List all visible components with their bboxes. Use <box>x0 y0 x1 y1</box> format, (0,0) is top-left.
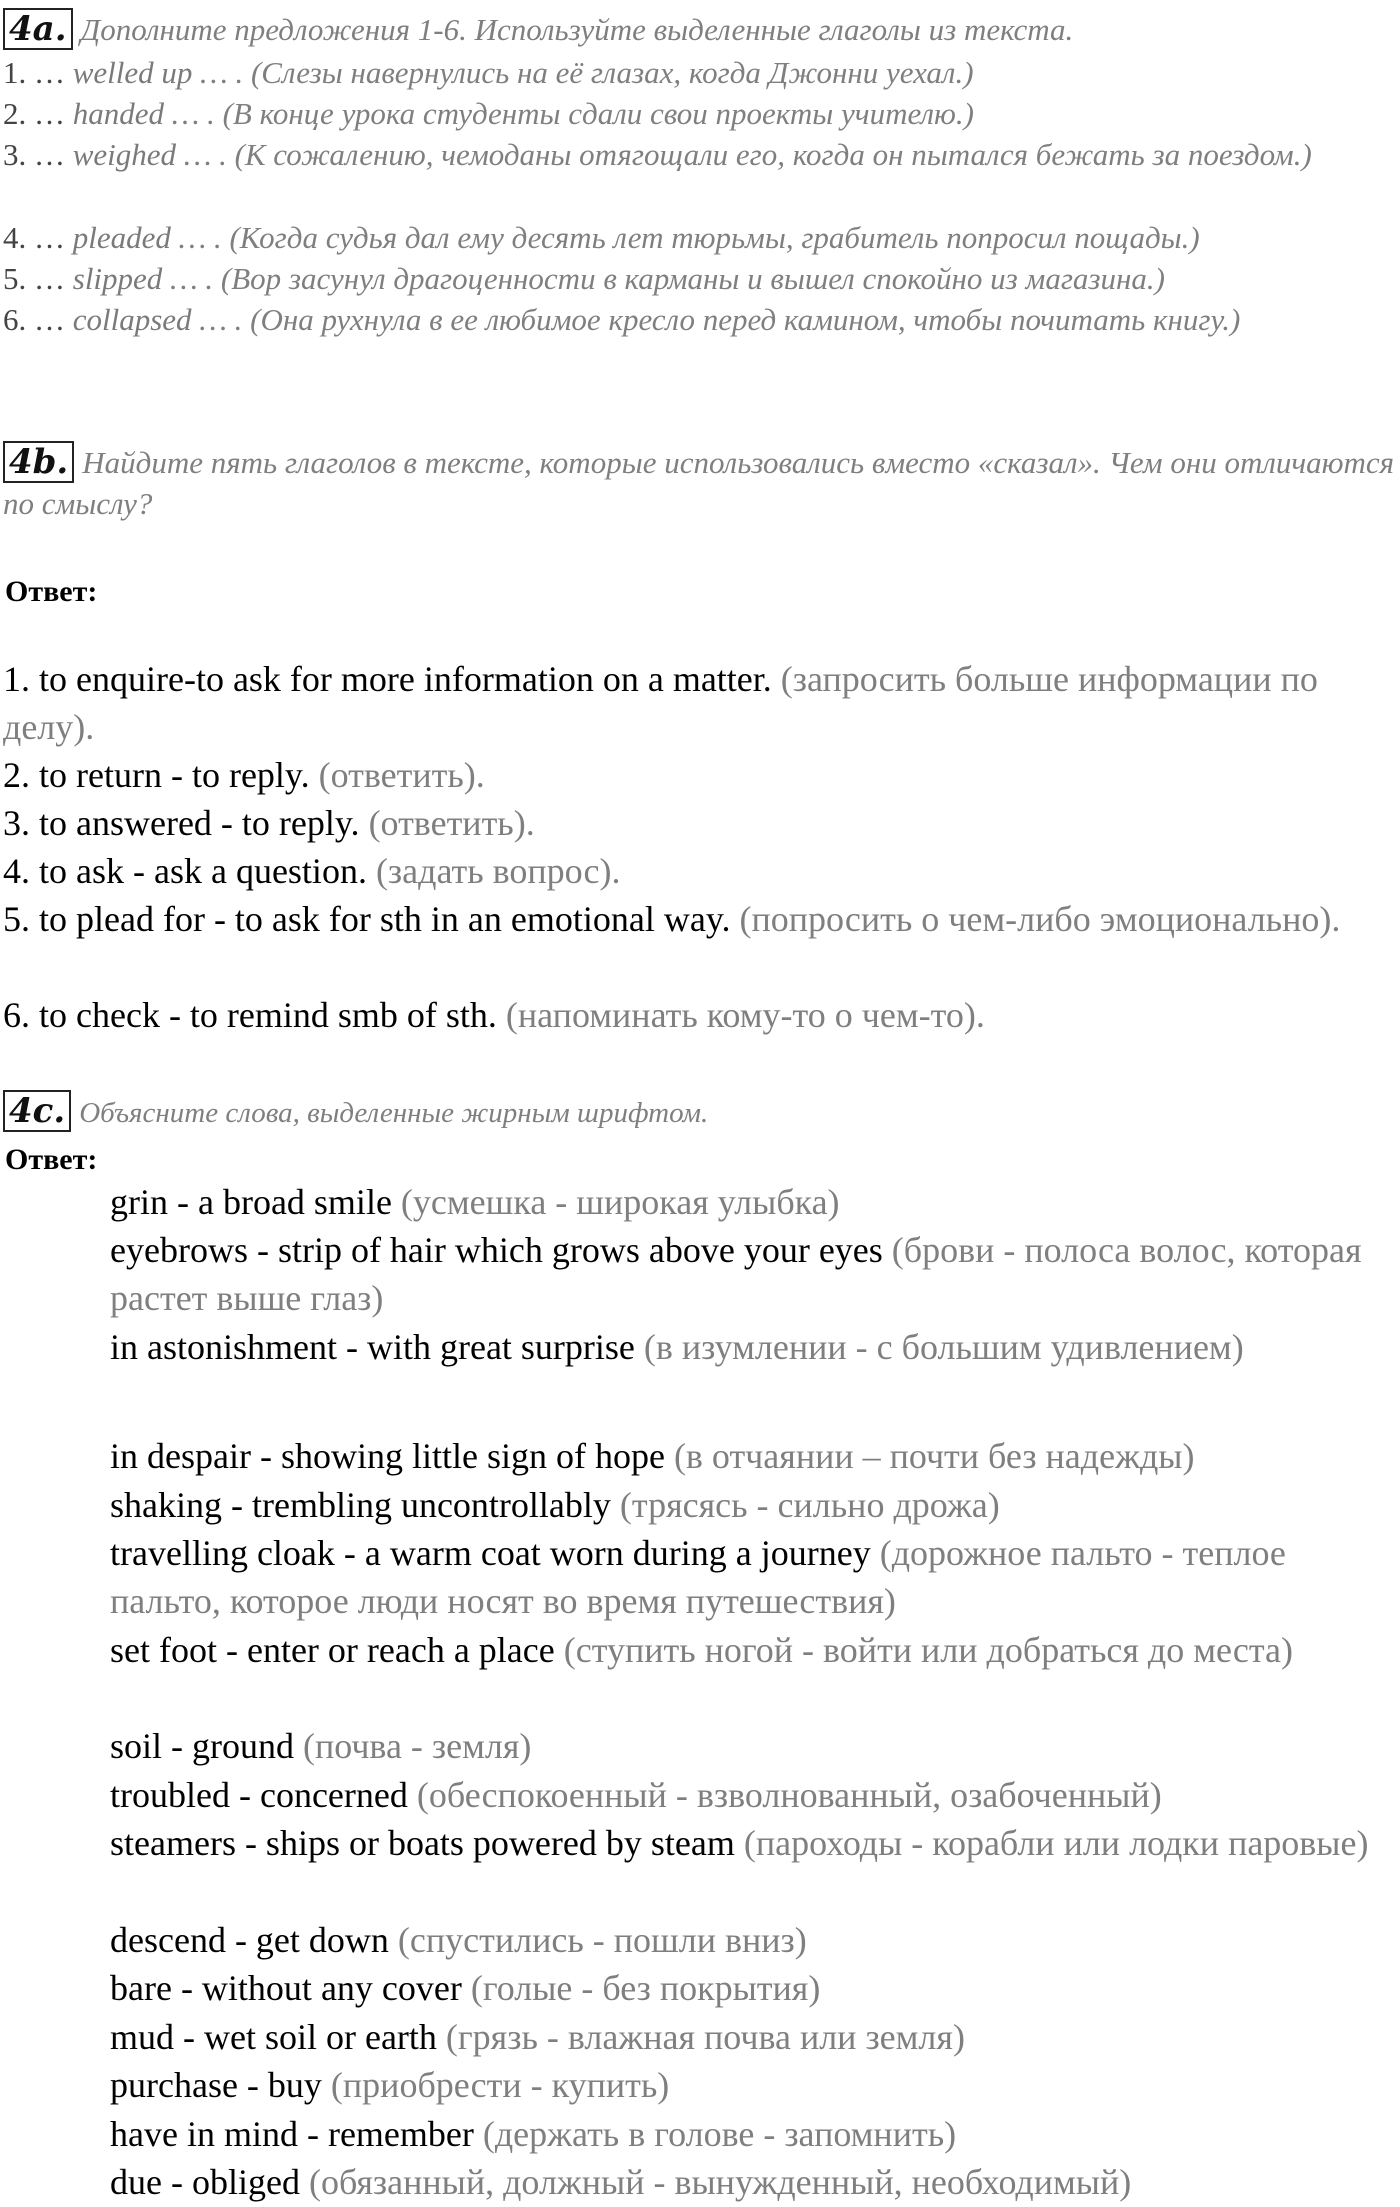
answer-en: 1. to enquire-to ask for more information on a matter. <box>3 659 781 699</box>
glossary-en: due - obliged <box>110 2162 309 2202</box>
task-4c-instruction: Объясните слова, выделенные жирным шрифтом. <box>79 1097 709 1129</box>
task-4a-item <box>3 93 1398 134</box>
task-4a-item <box>3 258 1398 299</box>
glossary-en: have in mind - remember <box>110 2114 483 2154</box>
glossary-item <box>110 1481 1395 1529</box>
glossary-en: set foot - enter or reach a place <box>110 1630 564 1670</box>
answer-label: Ответ: <box>5 1143 98 1176</box>
item-number: 2. … <box>3 96 73 131</box>
answer-item <box>3 655 1393 751</box>
answer-label: Ответ: <box>5 575 98 608</box>
item-verb: slipped <box>72 261 163 296</box>
glossary-item <box>110 1178 1395 1226</box>
item-number: 6. … <box>3 302 73 337</box>
task-4a-item <box>3 134 1398 175</box>
answer-en: 5. to plead for - to ask for sth in an emotional way. <box>3 899 740 939</box>
answer-item <box>3 847 1393 895</box>
glossary-item <box>110 2110 1395 2158</box>
glossary-ru: (дорожное пальто - теплое пальто, которое люди носят во время путешествия) <box>110 1533 1286 1621</box>
task-4a-badge: 4a. <box>3 8 73 50</box>
glossary-item <box>110 1626 1395 1674</box>
item-verb: pleaded <box>72 220 171 255</box>
glossary-ru: (голые - без покрытия) <box>470 1968 821 2008</box>
glossary-en: troubled - concerned <box>110 1775 417 1815</box>
answer-en: 4. to ask - ask a question. <box>3 851 376 891</box>
glossary-ru: (пароходы - корабли или лодки паровые) <box>743 1823 1369 1863</box>
glossary-item <box>110 1226 1395 1322</box>
item-verb: handed <box>72 96 165 131</box>
glossary-item <box>110 1819 1395 1867</box>
glossary-en: descend - get down <box>110 1920 398 1960</box>
item-number: 3. … <box>3 137 73 172</box>
answer-item <box>3 799 1393 847</box>
glossary-item <box>110 2061 1395 2109</box>
glossary-item <box>110 1432 1395 1480</box>
glossary-en: bare - without any cover <box>110 1968 471 2008</box>
item-text: … . (Когда судья дал ему десять лет тюрьмы, грабитель попросил пощады.) <box>170 220 1200 255</box>
glossary-item <box>110 1529 1395 1625</box>
item-verb: welled up <box>72 55 193 90</box>
item-number: 1. … <box>3 55 73 90</box>
glossary-ru: (в изумлении - с большим удивлением) <box>643 1327 1244 1367</box>
glossary-item <box>110 2013 1395 2061</box>
answer-en: 2. to return - to reply. <box>3 755 319 795</box>
task-4b-header <box>3 441 1398 524</box>
item-verb: collapsed <box>72 302 192 337</box>
answer-ru: (запросить больше информации по делу). <box>3 659 1318 747</box>
task-4a-item <box>3 299 1398 340</box>
task-4c-header <box>3 1090 1398 1134</box>
glossary-item <box>110 1722 1395 1770</box>
item-number: 4. … <box>3 220 73 255</box>
task-4a-instruction: Дополните предложения 1-6. Используйте выделенные глаголы из текста. <box>80 12 1074 47</box>
glossary-ru: (почва - земля) <box>303 1726 532 1766</box>
glossary-en: in astonishment - with great surprise <box>110 1327 644 1367</box>
glossary-ru: (обеспокоенный - взволнованный, озабоченный) <box>416 1775 1162 1815</box>
answer-en: 3. to answered - to reply. <box>3 803 369 843</box>
answer-item <box>3 895 1393 943</box>
answer-item <box>3 991 1393 1039</box>
task-4a-item <box>3 217 1398 258</box>
glossary-ru: (приобрести - купить) <box>330 2065 670 2105</box>
glossary-ru: (трясясь - сильно дрожа) <box>619 1485 1000 1525</box>
item-number: 5. … <box>3 261 73 296</box>
glossary-en: purchase - buy <box>110 2065 331 2105</box>
glossary-en: shaking - trembling uncontrollably <box>110 1485 620 1525</box>
glossary-en: soil - ground <box>110 1726 303 1766</box>
glossary-ru: (брови - полоса волос, которая растет выше глаз) <box>110 1230 1362 1318</box>
glossary-en: in despair - showing little sign of hope <box>110 1436 674 1476</box>
answer-ru: (попросить о чем-либо эмоционально). <box>739 899 1341 939</box>
answer-en: 6. to check - to remind smb of sth. <box>3 995 506 1035</box>
glossary-ru: (ступить ногой - войти или добраться до места) <box>563 1630 1294 1670</box>
glossary-ru: (усмешка - широкая улыбка) <box>400 1182 840 1222</box>
task-4a-header <box>3 8 1398 50</box>
glossary-ru: (в отчаянии – почти без надежды) <box>673 1436 1195 1476</box>
glossary-item <box>110 2158 1395 2206</box>
item-text: … . (Она рухнула в ее любимое кресло перед камином, чтобы почитать книгу.) <box>191 302 1241 337</box>
answer-ru: (ответить). <box>318 755 485 795</box>
answer-item <box>3 751 1393 799</box>
item-text: … . (Вор засунул драгоценности в карманы и вышел спокойно из магазина.) <box>162 261 1165 296</box>
item-text: … . (Слезы навернулись на её глазах, когда Джонни уехал.) <box>192 55 974 90</box>
task-4b-badge: 4b. <box>3 441 74 483</box>
glossary-en: eyebrows - strip of hair which grows above your eyes <box>110 1230 892 1270</box>
glossary-en: steamers - ships or boats powered by steam <box>110 1823 744 1863</box>
glossary-item <box>110 1964 1395 2012</box>
answer-ru: (задать вопрос). <box>375 851 621 891</box>
item-verb: weighed <box>72 137 177 172</box>
glossary-item <box>110 1916 1395 1964</box>
answer-ru: (напоминать кому-то о чем-то). <box>505 995 985 1035</box>
glossary-en: mud - wet soil or earth <box>110 2017 446 2057</box>
glossary-ru: (грязь - влажная почва или земля) <box>445 2017 965 2057</box>
task-4c-badge: 4c. <box>3 1090 71 1132</box>
glossary-ru: (спустились - пошли вниз) <box>397 1920 807 1960</box>
glossary-ru: (обязанный, должный - вынужденный, необходимый) <box>308 2162 1132 2202</box>
answer-ru: (ответить). <box>368 803 535 843</box>
task-4b-instruction: Найдите пять глаголов в тексте, которые использовались вместо «сказал». Чем они отличаются по смыслу? <box>3 445 1395 521</box>
glossary-item <box>110 1323 1395 1371</box>
item-text: … . (В конце урока студенты сдали свои проекты учителю.) <box>164 96 974 131</box>
glossary-ru: (держать в голове - запомнить) <box>482 2114 957 2154</box>
glossary-item <box>110 1771 1395 1819</box>
glossary-en: grin - a broad smile <box>110 1182 401 1222</box>
task-4a-item <box>3 52 1398 93</box>
glossary-en: travelling cloak - a warm coat worn during a journey <box>110 1533 880 1573</box>
item-text: … . (К сожалению, чемоданы отягощали его, когда он пытался бежать за поездом.) <box>176 137 1312 172</box>
